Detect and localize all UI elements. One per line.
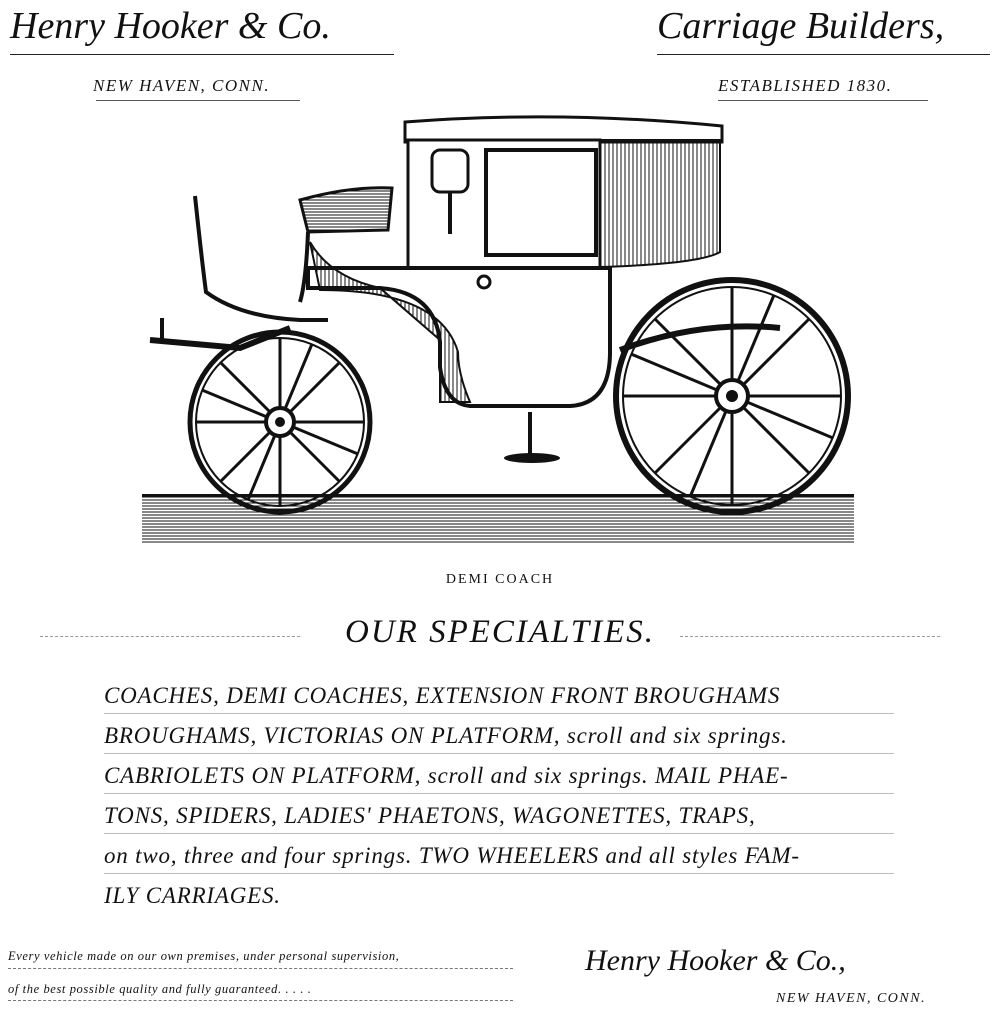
specialty-line: CABRIOLETS ON PLATFORM, scroll and six springs. MAIL PHAE- bbox=[104, 763, 789, 788]
footer-firm-name: Henry Hooker & Co., bbox=[585, 944, 846, 977]
specialty-line: BROUGHAMS, VICTORIAS ON PLATFORM, scroll and six springs. bbox=[104, 723, 788, 748]
guarantee-note-rule bbox=[8, 968, 513, 969]
footer-location: NEW HAVEN, CONN. bbox=[776, 991, 927, 1006]
specialties-title: OUR SPECIALTIES. bbox=[345, 614, 655, 650]
carriage-lamp bbox=[432, 150, 468, 192]
rear-panel bbox=[600, 140, 720, 267]
specialty-rule bbox=[104, 833, 894, 834]
header-firm-underline bbox=[10, 54, 394, 55]
cabin-window bbox=[486, 150, 596, 255]
carriage-step bbox=[504, 453, 560, 463]
header-firm-name: Henry Hooker & Co. bbox=[10, 5, 331, 47]
illustration-caption: DEMI COACH bbox=[445, 572, 555, 587]
guarantee-note-line: Every vehicle made on our own premises, under personal supervision, bbox=[8, 949, 400, 963]
driver-seat bbox=[300, 188, 392, 232]
specialty-rule bbox=[104, 713, 894, 714]
specialty-line: ILY CARRIAGES. bbox=[104, 883, 281, 908]
specialty-rule bbox=[104, 793, 894, 794]
specialty-line: TONS, SPIDERS, LADIES' PHAETONS, WAGONETTES, TRAPS, bbox=[104, 803, 756, 828]
header-trade-underline bbox=[657, 54, 990, 55]
guarantee-note-rule bbox=[8, 1000, 513, 1001]
ground-hatching bbox=[142, 494, 854, 544]
header-location: NEW HAVEN, CONN. bbox=[93, 76, 271, 95]
specialty-line: on two, three and four springs. TWO WHEELERS and all styles FAM- bbox=[104, 843, 800, 868]
header-established-underline bbox=[718, 100, 928, 101]
front-wheel bbox=[190, 332, 370, 512]
specialty-rule bbox=[104, 753, 894, 754]
header-trade: Carriage Builders, bbox=[657, 5, 945, 47]
carriage-roof bbox=[405, 117, 722, 142]
header-location-underline bbox=[96, 100, 300, 101]
header-established: ESTABLISHED 1830. bbox=[718, 76, 893, 95]
rear-wheel bbox=[616, 280, 848, 512]
guarantee-note-line: of the best possible quality and fully guaranteed. . . . . bbox=[8, 982, 312, 996]
carriage-illustration bbox=[140, 112, 860, 552]
specialty-line: COACHES, DEMI COACHES, EXTENSION FRONT BROUGHAMS bbox=[104, 683, 781, 708]
specialty-rule bbox=[104, 873, 894, 874]
